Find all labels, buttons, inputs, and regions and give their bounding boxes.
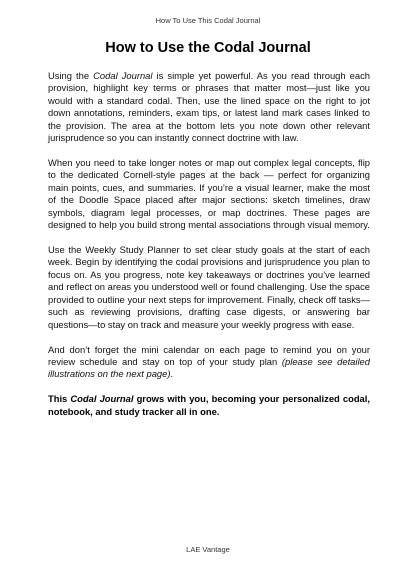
paragraph-intro xyxy=(48,70,370,144)
text-span: grows with you, becoming your personalized codal, notebook, and study tracker all in one. xyxy=(48,393,370,417)
paragraph-closing xyxy=(48,393,370,418)
paragraph-mini-calendar xyxy=(48,344,370,381)
text-span: And don’t forget the mini calendar on each page to remind you on your review schedule and stay on top of your study plan xyxy=(48,343,370,367)
paragraph-weekly-planner: Use the Weekly Study Planner to set clear study goals at the start of each week. Begin by identifying the codal provisions and jurisprudence you plan to focus on. As you progress, note key takeaways or doctrines you’ve learned and reflect on areas you understood well or found challenging. Use the space provided to outline your next steps for improvement. Finally, check off tasks—such as reviewing provisions, drafting case digests, or answering bar questions—to stay on track and measure your weekly progress with ease. xyxy=(48,244,370,330)
running-header: How To Use This Codal Journal xyxy=(155,16,261,25)
emphasis-codal-journal: Codal Journal xyxy=(70,393,134,405)
text-span: Using the xyxy=(48,70,94,81)
page-title: How to Use the Codal Journal xyxy=(105,40,311,56)
emphasis-codal-journal: Codal Journal xyxy=(93,70,153,81)
emphasis-illustrations-note: (please see detailed illustrations on the next page) xyxy=(48,355,370,380)
text-span: . xyxy=(170,368,174,380)
footer-publisher: LAE Vantage xyxy=(186,545,230,554)
text-span: This xyxy=(48,393,71,405)
text-span: is simple yet powerful. As you read through each provision, highlight key terms or phrases that matter most—just like you would with a standard codal. Then, use the lined space on the right to jot down annotations, reminders, exam tips, or latest land mark cases linked to the provision. The area at the bottom lets you note down other relevant jurisprudence so you can instantly connect doctrine with law. xyxy=(48,70,370,144)
body-content xyxy=(48,70,370,431)
paragraph-cornell-doodle: When you need to take longer notes or map out complex legal concepts, flip to the dedicated Cornell-style pages at the back — perfect for organizing main points, cues, and summaries. If you’re a visual learner, make the most of the Doodle Space placed after major sections: sketch timelines, draw symbols, diagram legal processes, or map doctrines. These pages are designed to help you build strong mental associations through visual memory. xyxy=(48,157,370,231)
